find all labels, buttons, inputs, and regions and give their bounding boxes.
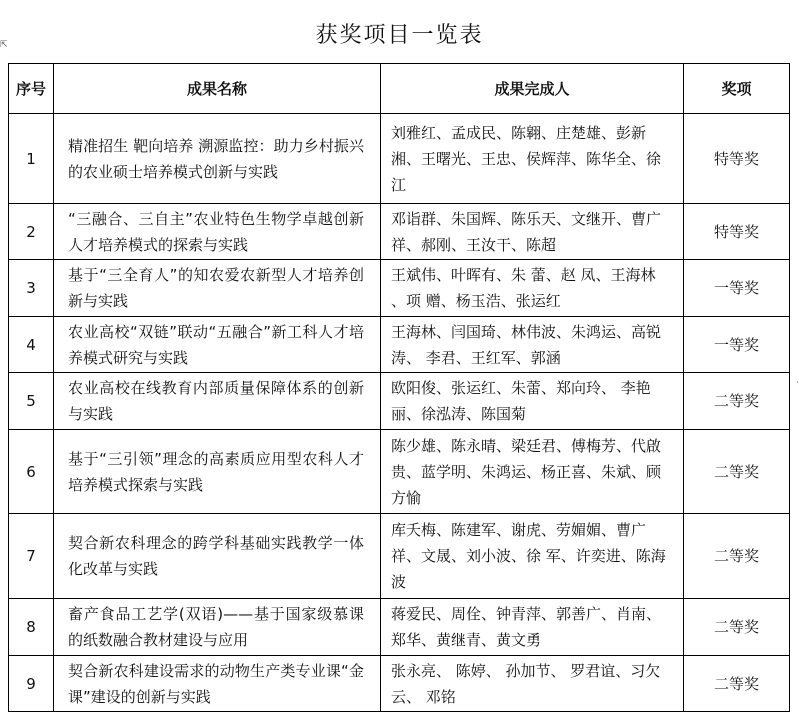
header-name: 成果名称 bbox=[54, 64, 381, 114]
row-award: 一等奖 bbox=[684, 260, 790, 317]
row-name: 农业高校在线教育内部质量保障体系的创新与实践 bbox=[68, 379, 364, 423]
row-award: 二等奖 bbox=[684, 373, 790, 430]
row-award: 二等奖 bbox=[684, 599, 790, 656]
row-award: 二等奖 bbox=[684, 430, 790, 514]
row-no: 8 bbox=[9, 599, 54, 656]
row-no: 7 bbox=[9, 514, 54, 599]
row-people: 张永亮、 陈婷、 孙加节、 罗君谊、习欠云、 邓铭 bbox=[391, 661, 661, 706]
row-no: 2 bbox=[9, 204, 54, 260]
row-no: 1 bbox=[9, 114, 54, 204]
page-corner-mark: ⇱ bbox=[0, 40, 8, 50]
row-award: 特等奖 bbox=[684, 114, 790, 204]
row-people: 欧阳俊、张运红、朱蕾、郑向玲、 李艳丽、徐泓涛、陈国菊 bbox=[391, 379, 651, 423]
table-row bbox=[9, 514, 790, 599]
table-row bbox=[9, 317, 790, 373]
table-row bbox=[9, 373, 790, 430]
row-award: 二等奖 bbox=[684, 514, 790, 599]
header-no: 序号 bbox=[9, 64, 54, 114]
row-name: “三融合、三自主”农业特色生物学卓越创新人才培养模式的探索与实践 bbox=[68, 209, 364, 254]
table-row bbox=[9, 430, 790, 514]
header-award: 奖项 bbox=[684, 64, 790, 114]
table-row bbox=[9, 260, 790, 317]
row-people: 库夭梅、陈建军、谢虎、劳媚媚、曹广祥、文晟、刘小波、徐 军、许奕进、陈海波 bbox=[391, 521, 666, 591]
row-name: 精准招生 靶向培养 溯源监控：助力乡村振兴的农业硕士培养模式创新与实践 bbox=[68, 136, 364, 181]
row-award: 一等奖 bbox=[684, 317, 790, 373]
row-name: 畜产食品工艺学(双语)——基于国家级慕课的纸数融合教材建设与应用 bbox=[68, 605, 364, 649]
row-people: 陈少雄、陈永晴、梁廷君、傅梅芳、代啟贵、蓝学明、朱鸿运、杨正喜、朱斌、顾方愉 bbox=[391, 436, 662, 507]
row-people: 王斌伟、叶晖有、朱 蕾、赵 凤、王海林 、项 赠、杨玉浩、张运红 bbox=[391, 266, 656, 310]
row-people: 邓诣群、朱国辉、陈乐天、文继开、曹广祥、郝刚、王汝干、陈超 bbox=[391, 209, 662, 254]
row-no: 6 bbox=[9, 430, 54, 514]
row-name: 基于“三引领”理念的高素质应用型农科人才培养模式探索与实践 bbox=[68, 449, 364, 494]
award-table bbox=[8, 63, 790, 712]
row-no: 5 bbox=[9, 373, 54, 430]
row-people: 王海林、闫国琦、林伟波、朱鸿运、高锐涛、 李君、王红军、郭涵 bbox=[391, 322, 662, 367]
row-name: 契合新农科建设需求的动物生产类专业课“金课”建设的创新与实践 bbox=[68, 661, 364, 706]
row-people: 蒋爱民、周佺、钟青萍、郭善广、肖南、郑华、黄继青、黄文勇 bbox=[391, 605, 662, 649]
header-people: 成果完成人 bbox=[381, 64, 684, 114]
page-title: 获奖项目一览表 bbox=[315, 23, 484, 48]
row-no: 4 bbox=[9, 317, 54, 373]
row-award: 二等奖 bbox=[684, 656, 790, 712]
table-row bbox=[9, 656, 790, 712]
table-row bbox=[9, 599, 790, 656]
table-header-row bbox=[9, 64, 790, 114]
row-name: 基于“三全育人”的知农爱农新型人才培养创新与实践 bbox=[68, 266, 364, 310]
row-no: 3 bbox=[9, 260, 54, 317]
table-row bbox=[9, 204, 790, 260]
row-name: 农业高校“双链”联动“五融合”新工科人才培养模式研究与实践 bbox=[68, 322, 364, 367]
table-row bbox=[9, 114, 790, 204]
row-name: 契合新农科理念的跨学科基础实践教学一体化改革与实践 bbox=[68, 534, 364, 578]
row-no: 9 bbox=[9, 656, 54, 712]
row-people: 刘雅红、孟成民、陈翱、庄楚雄、彭新湘、王曙光、王忠、侯辉萍、陈华全、徐江 bbox=[391, 123, 662, 194]
row-award: 特等奖 bbox=[684, 204, 790, 260]
edge-mark: · bbox=[796, 378, 799, 388]
